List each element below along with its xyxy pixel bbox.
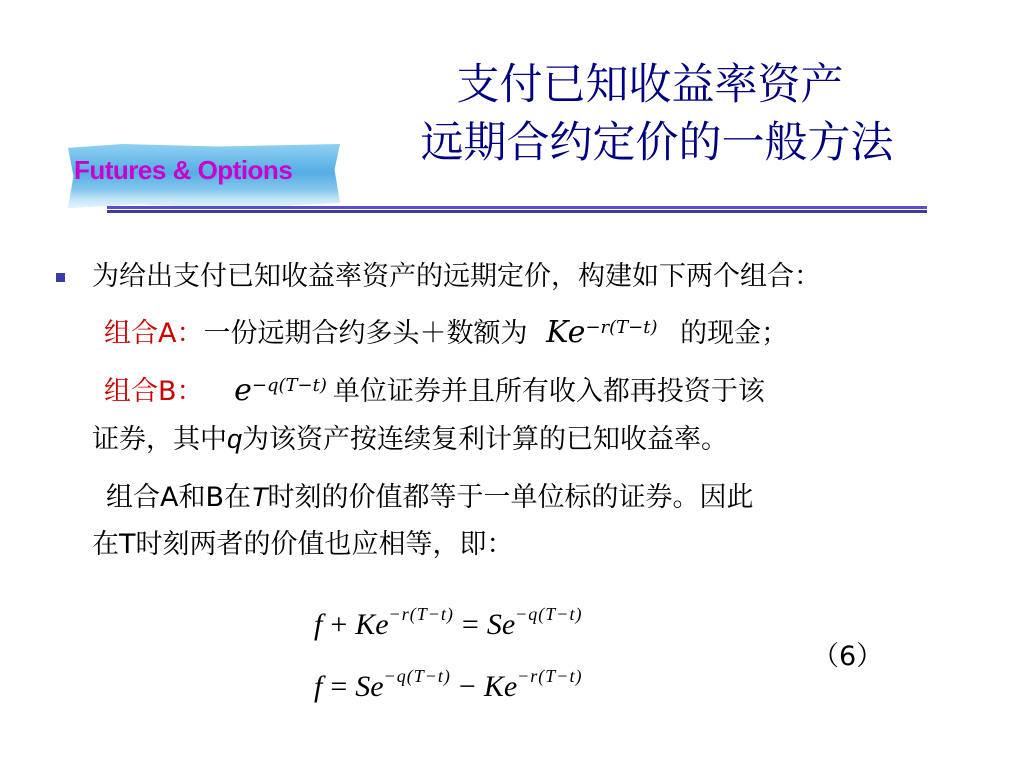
eq2-term2: Ke: [483, 670, 518, 703]
title-underline: [107, 206, 927, 209]
eq1-exp2: −q(T−t): [515, 604, 583, 624]
eq2-equals: =: [330, 670, 348, 703]
portfolio-b-label: 组合B：: [104, 376, 204, 407]
intro-text: 为给出支付已知收益率资产的远期定价，构建如下两个组合：: [92, 261, 821, 292]
slide-title: [300, 56, 1000, 172]
bullet-square-icon: [56, 273, 65, 282]
eq2-f: f: [314, 670, 323, 703]
portfolio-a-formula: [546, 315, 657, 350]
t-variable: T: [251, 482, 268, 512]
formula-exponent: −q(T−t): [251, 374, 327, 396]
title-line-2: 远期合约定价的一般方法: [420, 118, 894, 168]
q-variable: q: [227, 424, 243, 454]
formula-base: Ke: [546, 315, 586, 350]
eq2-term1: Se: [355, 670, 384, 703]
eq2-exp2: −r(T−t): [517, 666, 583, 686]
paragraph-line2: 在T时刻两者的价值也应相等，即：: [92, 529, 514, 560]
portfolio-b-formula: [234, 373, 327, 408]
portfolio-b-line1: [104, 374, 765, 409]
title-line-1: 支付已知收益率资产: [456, 60, 844, 110]
portfolio-b-line2-pre: 证券，其中: [92, 424, 227, 455]
eq1-equals: =: [461, 608, 479, 641]
portfolio-a-label: 组合A：: [104, 318, 204, 349]
portfolio-a-text-after: 的现金；: [680, 318, 789, 349]
paragraph-l1-b: 时刻的价值都等于一单位标的证券。因此: [267, 482, 754, 513]
eq2-minus: −: [458, 670, 476, 703]
equation-2: [314, 666, 582, 704]
eq1-plus: +: [330, 608, 348, 641]
formula-base: e: [234, 373, 252, 408]
logo-text: Futures & Options: [74, 155, 293, 185]
portfolio-b-line2: [92, 422, 728, 457]
title-underline-shadow: [107, 210, 927, 213]
paragraph-line1: [106, 480, 754, 515]
portfolio-a-line: [104, 316, 788, 351]
paragraph-l1-a: 组合A和B在: [106, 482, 251, 513]
portfolio-a-text: 一份远期合约多头＋数额为: [203, 318, 528, 349]
eq1-term1: Ke: [355, 608, 389, 641]
portfolio-b-line2-post: 为该资产按连续复利计算的已知收益率。: [242, 424, 729, 455]
portfolio-b-text-after: 单位证券并且所有收入都再投资于该: [332, 376, 765, 407]
eq1-exp1: −r(T−t): [388, 604, 454, 624]
equation-1: [314, 604, 582, 642]
equation-number: （6）: [812, 641, 884, 672]
eq2-exp1: −q(T−t): [383, 666, 451, 686]
eq1-f: f: [314, 608, 323, 641]
eq1-term2: Se: [486, 608, 516, 641]
formula-exponent: −r(T−t): [585, 316, 658, 338]
